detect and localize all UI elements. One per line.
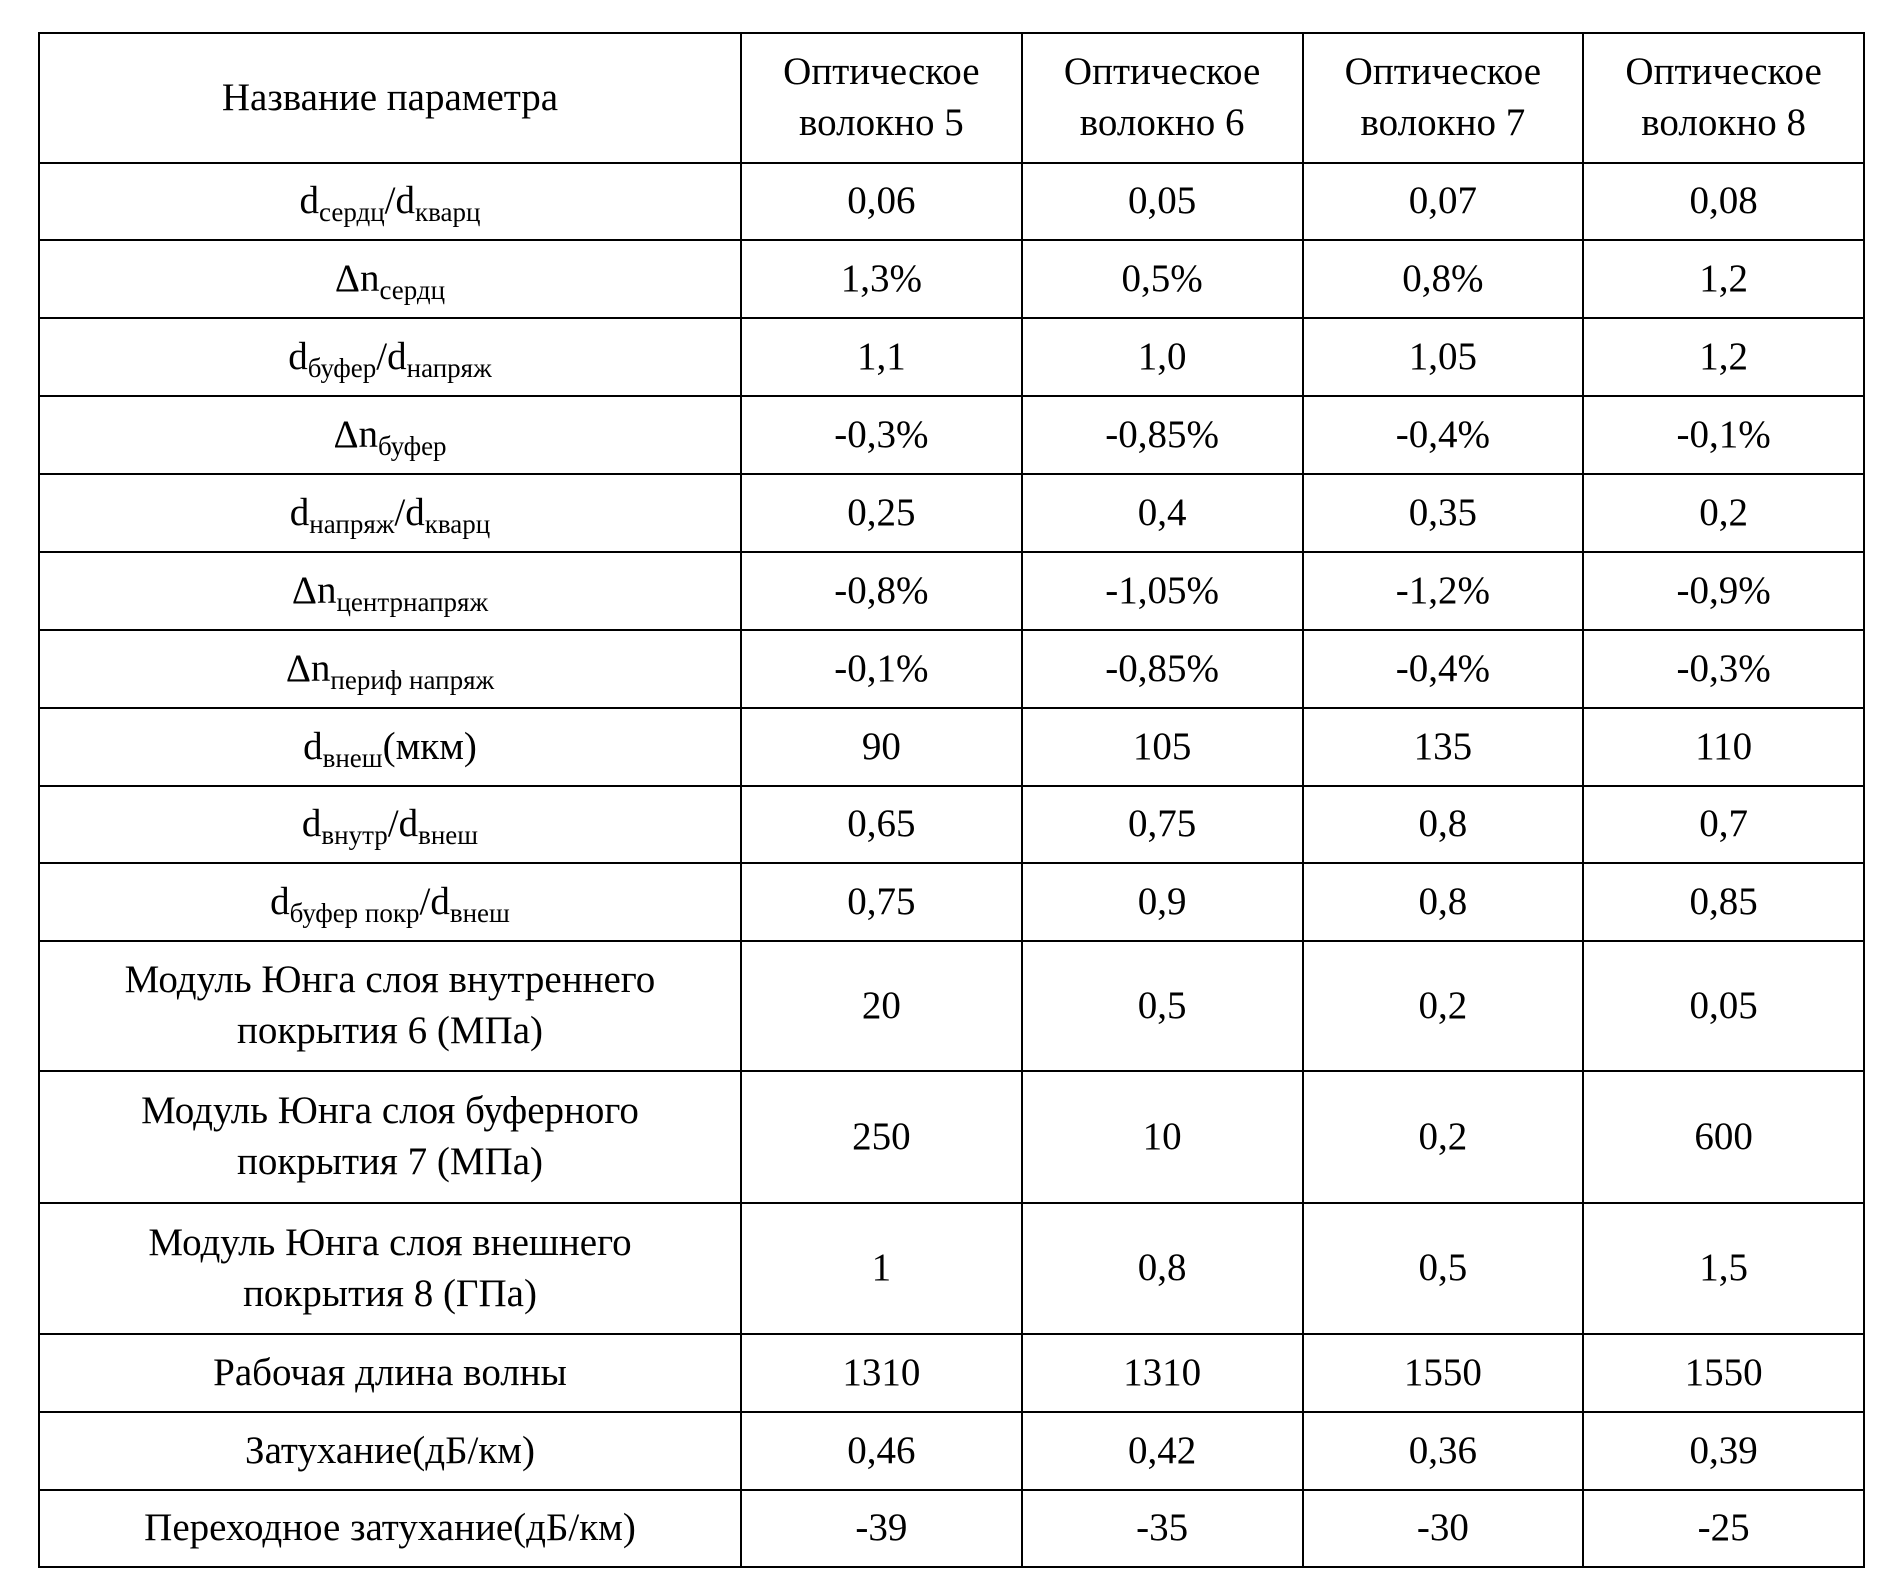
value-cell: 0,75 <box>1022 786 1303 863</box>
param-name <box>39 1071 741 1203</box>
param-main: Модуль Юнга слоя внутреннего <box>124 958 656 1002</box>
param-subscript: кварц <box>424 508 491 539</box>
value-cell: 1550 <box>1303 1334 1584 1412</box>
table-row <box>39 786 1864 863</box>
param-name <box>39 786 741 863</box>
value-cell: 1 <box>741 1203 1022 1334</box>
value-cell: 0,65 <box>741 786 1022 863</box>
param-subscript: внеш <box>322 742 383 773</box>
table-row <box>39 1412 1864 1490</box>
param-name <box>39 240 741 318</box>
value-cell: 110 <box>1583 708 1864 786</box>
value-cell: 1,2 <box>1583 318 1864 396</box>
value-cell: 0,4 <box>1022 474 1303 552</box>
table-row <box>39 552 1864 630</box>
value-cell: 10 <box>1022 1071 1303 1203</box>
param-subscript: кварц <box>415 197 481 228</box>
param-name <box>39 1412 741 1490</box>
value-cell: 1,0 <box>1022 318 1303 396</box>
header-line: Оптическое <box>783 50 980 94</box>
value-cell: -0,85% <box>1022 396 1303 474</box>
param-main: d <box>270 879 290 923</box>
value-cell: 105 <box>1022 708 1303 786</box>
param-main: d <box>299 179 320 223</box>
param-subscript: периф напряж <box>330 664 495 695</box>
value-cell: 0,42 <box>1022 1412 1303 1490</box>
value-cell: -35 <box>1022 1490 1303 1567</box>
value-cell: -0,1% <box>741 630 1022 708</box>
param-subscript: напряж <box>309 508 395 539</box>
value-cell: 0,08 <box>1583 163 1864 240</box>
header-param: Название параметра <box>39 33 741 163</box>
value-cell: 600 <box>1583 1071 1864 1203</box>
value-cell: 250 <box>741 1071 1022 1203</box>
param-name <box>39 1203 741 1334</box>
table-row <box>39 630 1864 708</box>
param-main: покрытия 7 (МПа) <box>236 1140 543 1183</box>
param-main: /d <box>419 879 450 923</box>
param-subscript: сердц <box>319 197 385 228</box>
header-fiber-6 <box>1022 33 1303 163</box>
param-name <box>39 941 741 1071</box>
param-main: d <box>303 724 323 768</box>
value-cell: 0,39 <box>1583 1412 1864 1490</box>
value-cell: -0,4% <box>1303 396 1584 474</box>
value-cell: -1,2% <box>1303 552 1584 630</box>
param-main: Δn <box>291 568 337 612</box>
value-cell: -0,9% <box>1583 552 1864 630</box>
param-name <box>39 863 741 941</box>
value-cell: 0,46 <box>741 1412 1022 1490</box>
table-row <box>39 396 1864 474</box>
header-line: Оптическое <box>1344 50 1542 94</box>
value-cell: 1,5 <box>1583 1203 1864 1334</box>
value-cell: 20 <box>741 941 1022 1071</box>
param-name <box>39 318 741 396</box>
value-cell: -0,8% <box>741 552 1022 630</box>
param-main: d <box>288 334 308 378</box>
table-row <box>39 708 1864 786</box>
value-cell: 1,3% <box>741 240 1022 318</box>
value-cell: -0,3% <box>1583 630 1864 708</box>
value-cell: -25 <box>1583 1490 1864 1567</box>
param-main: /d <box>376 334 407 378</box>
param-name <box>39 163 741 240</box>
param-subscript: внеш <box>418 820 479 851</box>
value-cell: 0,06 <box>741 163 1022 240</box>
param-main: Δn <box>285 646 331 690</box>
param-main: /d <box>394 490 425 534</box>
param-main: /d <box>387 802 419 846</box>
value-cell: 0,9 <box>1022 863 1303 941</box>
param-main: Δn <box>333 412 379 456</box>
param-subscript: внутр <box>321 820 388 851</box>
value-cell: 1550 <box>1583 1334 1864 1412</box>
value-cell: -39 <box>741 1490 1022 1567</box>
value-cell: 0,2 <box>1303 1071 1584 1203</box>
value-cell: -0,4% <box>1303 630 1584 708</box>
value-cell: 0,8 <box>1303 863 1584 941</box>
value-cell: 0,05 <box>1022 163 1303 240</box>
value-cell: 0,2 <box>1583 474 1864 552</box>
table-row <box>39 474 1864 552</box>
param-main: (мкм) <box>382 724 477 768</box>
param-name <box>39 1490 741 1567</box>
table-row <box>39 318 1864 396</box>
param-subscript: центрнапряж <box>336 586 489 617</box>
table-row <box>39 941 1864 1071</box>
header-line: Оптическое <box>1063 50 1261 94</box>
param-subscript: сердц <box>379 274 446 305</box>
value-cell: 0,05 <box>1583 941 1864 1071</box>
value-cell: 0,5% <box>1022 240 1303 318</box>
header-row <box>39 33 1864 163</box>
value-cell: -1,05% <box>1022 552 1303 630</box>
value-cell: 0,75 <box>741 863 1022 941</box>
parameters-table <box>38 32 1865 1568</box>
value-cell: 0,8 <box>1022 1203 1303 1334</box>
header-line: волокно 8 <box>1641 101 1806 144</box>
param-name <box>39 552 741 630</box>
header-line: волокно 5 <box>799 101 964 144</box>
value-cell: 0,8% <box>1303 240 1584 318</box>
header-fiber-8 <box>1583 33 1864 163</box>
header-line: волокно 7 <box>1360 101 1526 144</box>
param-subscript: буфер <box>378 430 447 461</box>
table-row <box>39 1203 1864 1334</box>
param-main: d <box>301 802 322 846</box>
value-cell: 1,05 <box>1303 318 1584 396</box>
value-cell: 1310 <box>1022 1334 1303 1412</box>
param-subscript: напряж <box>406 352 492 383</box>
header-line: Оптическое <box>1625 50 1822 94</box>
value-cell: 1,2 <box>1583 240 1864 318</box>
param-main: Модуль Юнга слоя внешнего <box>148 1220 632 1264</box>
param-name <box>39 1334 741 1412</box>
param-main: d <box>289 490 310 534</box>
value-cell: 135 <box>1303 708 1584 786</box>
value-cell: -0,85% <box>1022 630 1303 708</box>
param-name <box>39 630 741 708</box>
param-name <box>39 474 741 552</box>
value-cell: 0,5 <box>1022 941 1303 1071</box>
param-subscript: буфер <box>307 352 377 383</box>
param-main: Рабочая длина волны <box>213 1350 567 1394</box>
value-cell: 1,1 <box>741 318 1022 396</box>
table-row <box>39 1071 1864 1203</box>
param-main: Модуль Юнга слоя буферного <box>141 1089 639 1133</box>
value-cell: 0,2 <box>1303 941 1584 1071</box>
param-main: Δn <box>334 256 380 300</box>
value-cell: -0,1% <box>1583 396 1864 474</box>
table-row <box>39 863 1864 941</box>
value-cell: 0,5 <box>1303 1203 1584 1334</box>
param-main: Затухание(дБ/км) <box>245 1428 535 1472</box>
value-cell: 1310 <box>741 1334 1022 1412</box>
value-cell: -0,3% <box>741 396 1022 474</box>
value-cell: 0,7 <box>1583 786 1864 863</box>
param-main: покрытия 6 (МПа) <box>236 1009 543 1052</box>
param-subscript: внеш <box>449 897 510 928</box>
header-line: волокно 6 <box>1079 101 1245 144</box>
value-cell: 0,85 <box>1583 863 1864 941</box>
header-fiber-7 <box>1303 33 1584 163</box>
header-fiber-5 <box>741 33 1022 163</box>
param-name <box>39 708 741 786</box>
param-main: /d <box>384 179 416 223</box>
param-name <box>39 396 741 474</box>
table-row <box>39 1490 1864 1567</box>
param-main: покрытия 8 (ГПа) <box>243 1271 537 1315</box>
value-cell: 90 <box>741 708 1022 786</box>
value-cell: 0,25 <box>741 474 1022 552</box>
param-subscript: буфер покр <box>289 897 420 928</box>
value-cell: 0,36 <box>1303 1412 1584 1490</box>
value-cell: 0,35 <box>1303 474 1584 552</box>
table-row <box>39 1334 1864 1412</box>
value-cell: 0,8 <box>1303 786 1584 863</box>
value-cell: -30 <box>1303 1490 1584 1567</box>
param-main: Переходное затухание(дБ/км) <box>144 1506 636 1550</box>
table-row <box>39 163 1864 240</box>
value-cell: 0,07 <box>1303 163 1584 240</box>
table-row <box>39 240 1864 318</box>
